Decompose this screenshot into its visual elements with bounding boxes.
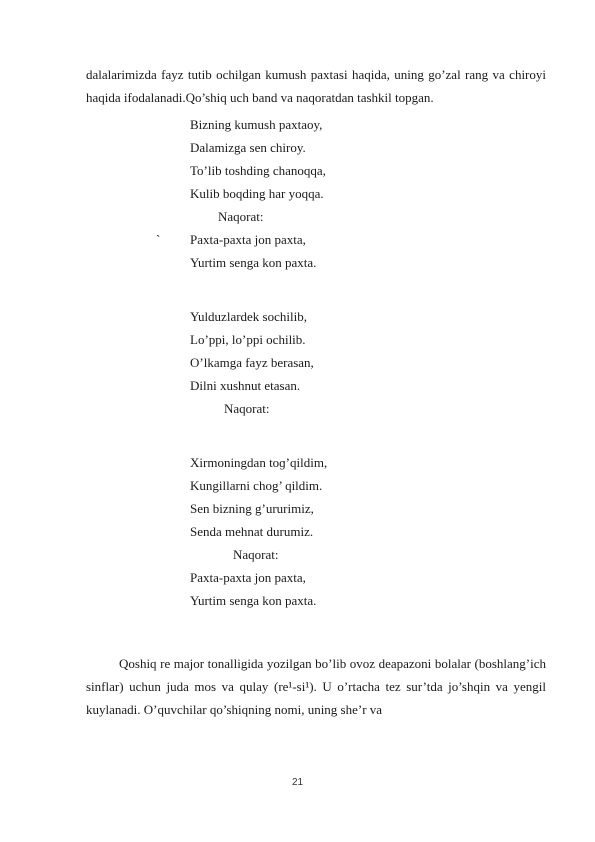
verse1-line-3: To’lib toshding chanoqqa, xyxy=(190,163,326,178)
verse1-line-4: Kulib boqding har yoqqa. xyxy=(190,186,324,201)
verse3-line-3: Sen bizning g’ururimiz, xyxy=(190,501,314,516)
stray-mark: ` xyxy=(156,232,161,247)
verse1-line-1: Bizning kumush paxtaoy, xyxy=(190,117,323,132)
page-number: 21 xyxy=(291,777,304,788)
refrain-label-2: Naqorat: xyxy=(224,401,270,416)
refrain1-line-2: Yurtim senga kon paxta. xyxy=(190,255,317,270)
refrain-label-3: Naqorat: xyxy=(233,547,279,562)
refrain3-line-2: Yurtim senga kon paxta. xyxy=(190,593,317,608)
verse2-line-3: O’lkamga fayz berasan, xyxy=(190,355,314,370)
refrain-label-1: Naqorat: xyxy=(218,209,264,224)
refrain3-line-1: Paxta-paxta jon paxta, xyxy=(190,570,306,585)
intro-paragraph: dalalarimizda fayz tutib ochilgan kumush paxtasi haqida, uning go’zal rang va chiroyi haqida ifodalanadi.Qo’shiq uch band va naqoratdan tashkil topgan. xyxy=(86,67,546,105)
verse2-line-4: Dilni xushnut etasan. xyxy=(190,378,301,393)
verse2-line-1: Yulduzlardek sochilib, xyxy=(190,309,307,324)
refrain1-line-1: Paxta-paxta jon paxta, xyxy=(190,232,306,247)
verse2-line-2: Lo’ppi, lo’ppi ochilib. xyxy=(190,332,306,347)
verse3-line-1: Xirmoningdan toɡ’qildim, xyxy=(190,455,328,470)
verse3-line-2: Kungillarni chog’ qildim. xyxy=(190,478,323,493)
verse1-line-2: Dalamizga sen chiroy. xyxy=(190,140,306,155)
verse3-line-4: Senda mehnat durumiz. xyxy=(190,524,314,539)
closing-paragraph: Qoshiq re major tonalligida yozilgan bo’lib ovoz deapazoni bolalar (boshlang’ich sinflar) uchun juda mos va qulay (re¹-si¹). U o’rtacha tez sur’tda jo’shqin va yengil kuylanadi. O’quvchilar qo’shiqning nomi, uning she’r va xyxy=(86,656,546,717)
